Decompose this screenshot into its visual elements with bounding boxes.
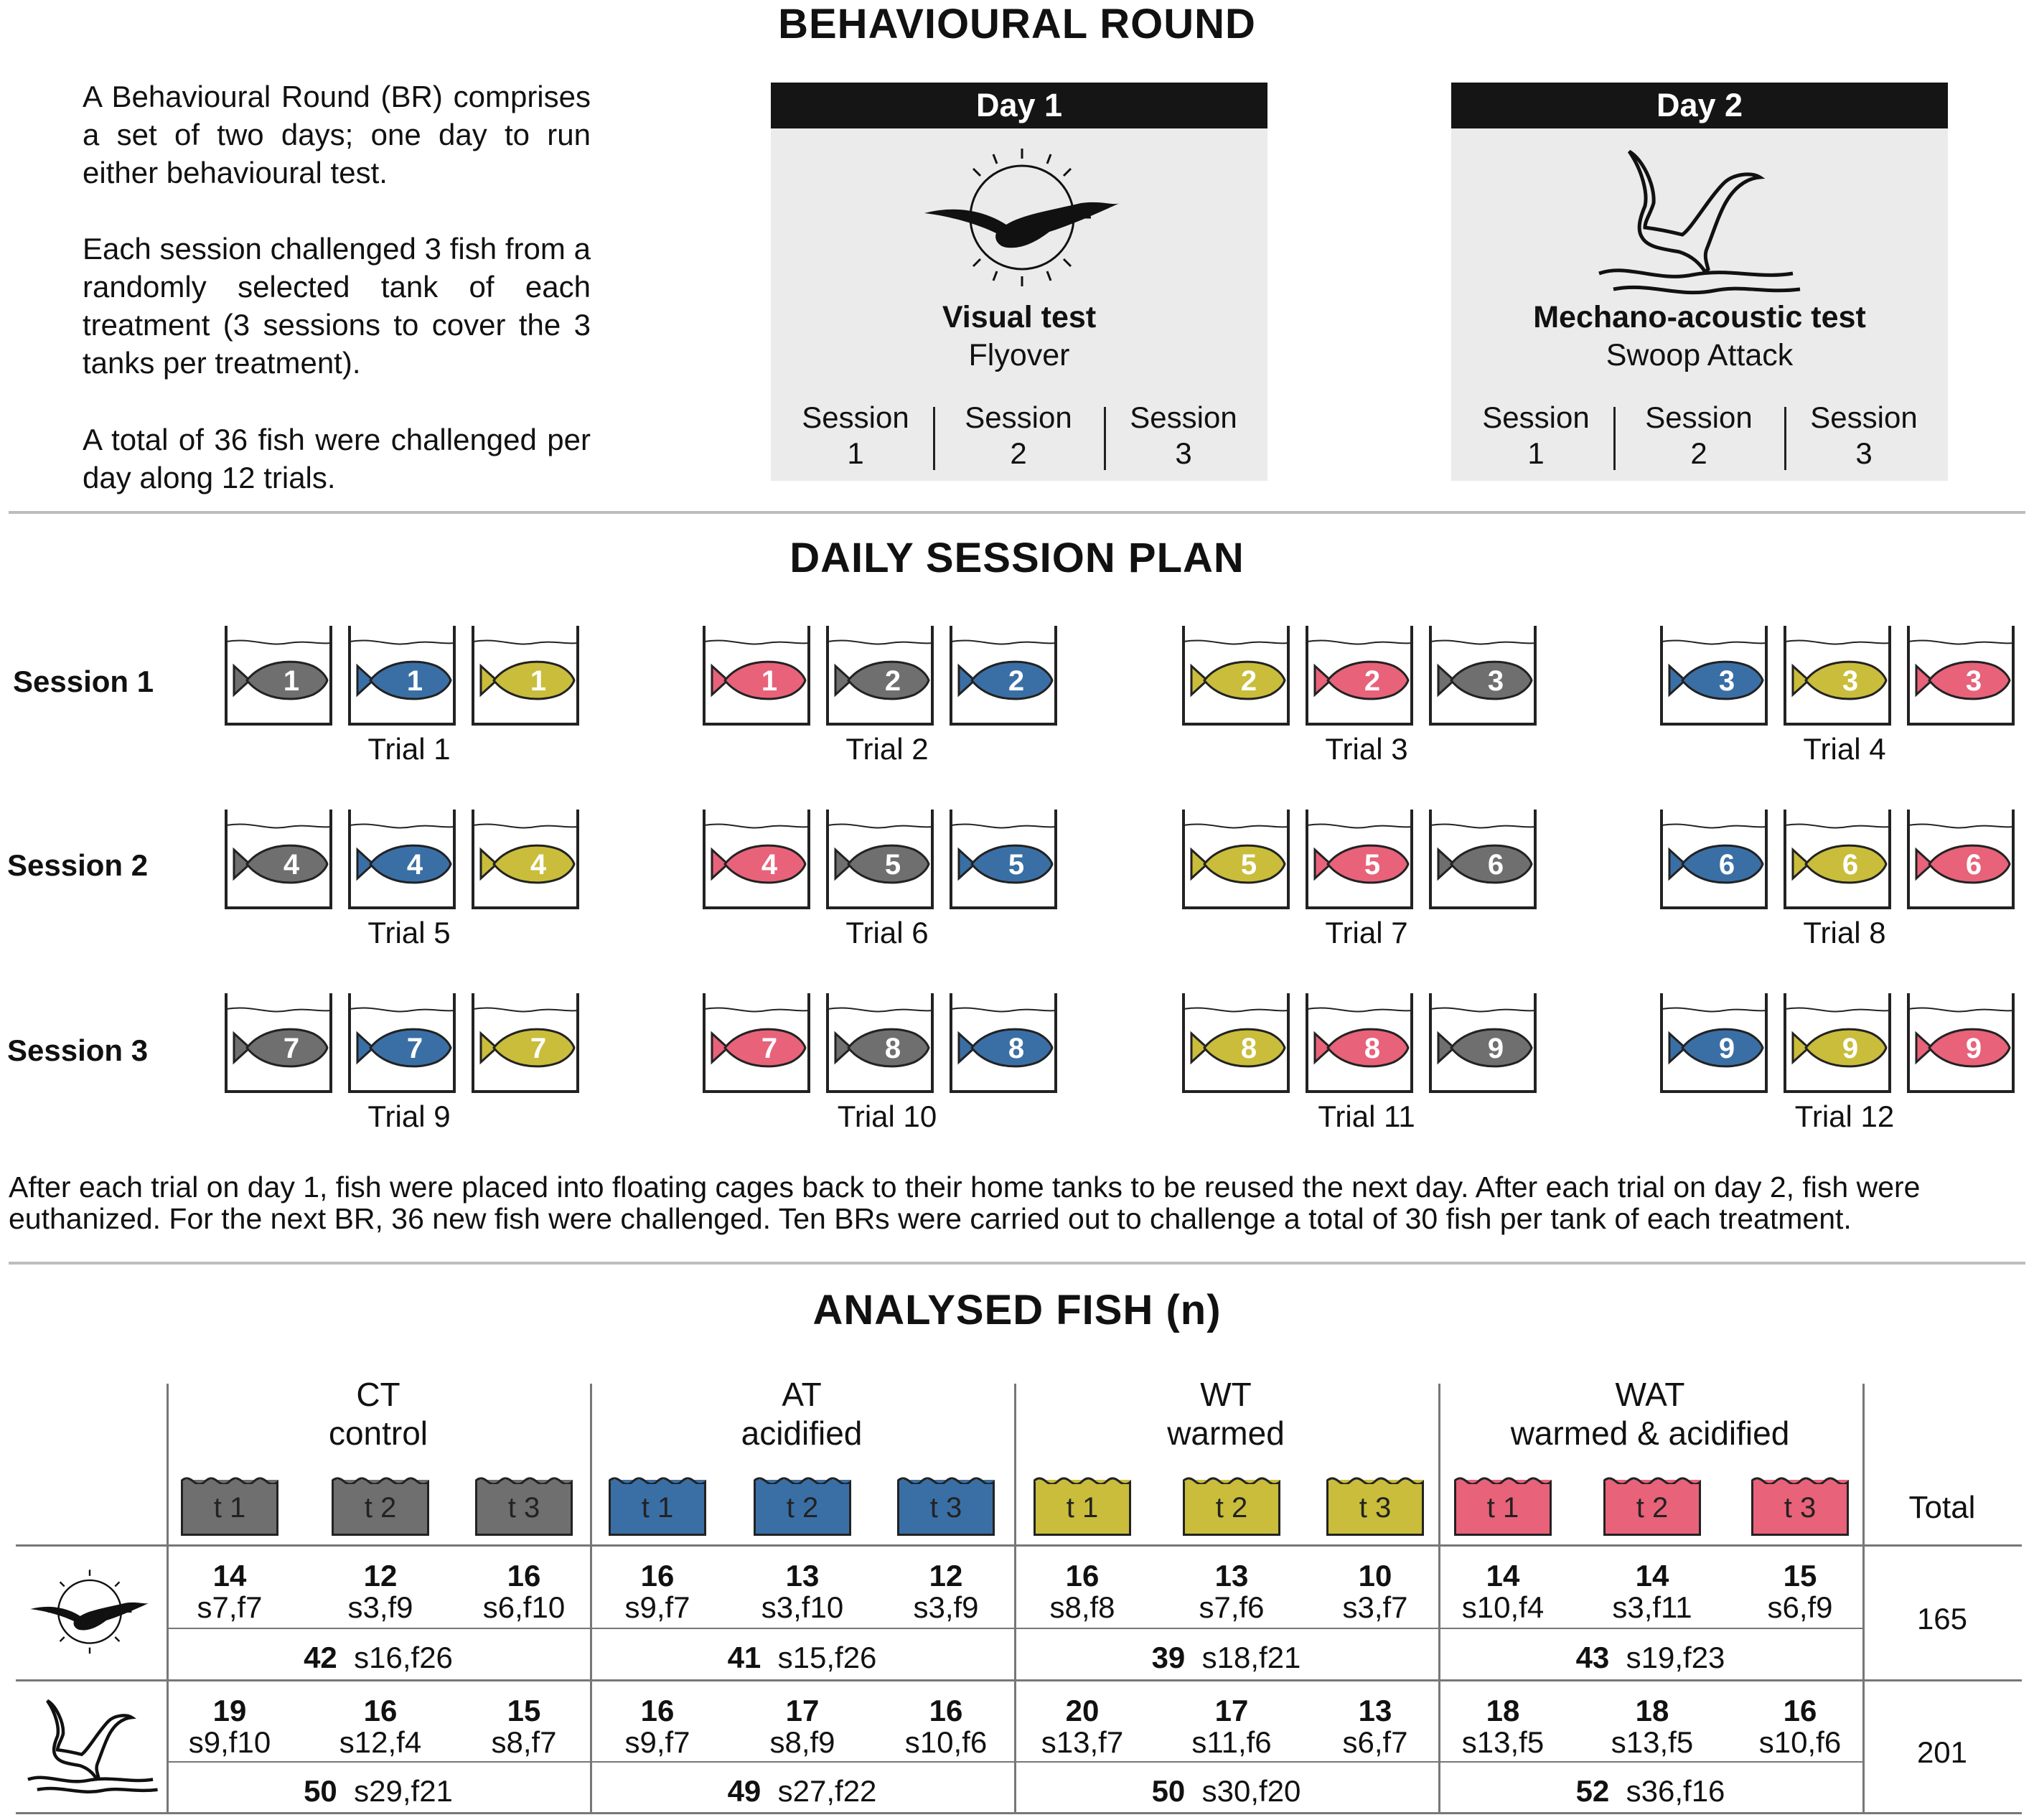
- tank-fish: [702, 810, 811, 910]
- cell-count: 16: [929, 1694, 963, 1727]
- cell-sf: s8,f8: [1049, 1590, 1115, 1624]
- trial-label: Trial 9: [367, 1099, 451, 1133]
- tank-fish: [1305, 993, 1414, 1094]
- tank-wave: [1034, 1476, 1131, 1484]
- divider: [1613, 407, 1616, 470]
- cell-sf: s3,f10: [761, 1590, 844, 1624]
- day-2-test-name: Mechano-acoustic test: [1533, 300, 1866, 334]
- group-sum: [1450, 1774, 1852, 1809]
- sum-sf: s29,f21: [354, 1774, 453, 1808]
- sum-count: 43: [1575, 1641, 1610, 1674]
- fish-number: 4: [530, 849, 547, 881]
- session-3-label: Session 3: [7, 1033, 149, 1067]
- day-2-panel: [1451, 83, 1948, 481]
- cell-sf: s8,f9: [769, 1725, 835, 1759]
- cell-sf: s6,f9: [1767, 1590, 1833, 1624]
- behavioural-round-title: BEHAVIOURAL ROUND: [778, 1, 1256, 47]
- cell-sf: s13,f5: [1611, 1725, 1694, 1759]
- cell-count: 20: [1065, 1694, 1100, 1727]
- tank-fish: [1305, 810, 1414, 910]
- sum-sf: s16,f26: [354, 1641, 453, 1674]
- tank-chip: t 1: [1454, 1480, 1552, 1536]
- tank-wave: [897, 1476, 995, 1484]
- tank-wave: [609, 1476, 706, 1484]
- sum-sf: s18,f21: [1201, 1641, 1301, 1674]
- sum-count: 50: [304, 1774, 337, 1808]
- tank-chip: t 2: [754, 1480, 851, 1536]
- cell-count: 12: [363, 1559, 398, 1592]
- fish-number: 5: [1008, 849, 1025, 881]
- tank-fish: [224, 626, 333, 726]
- fish-number: 9: [1718, 1033, 1735, 1064]
- fish-number: 3: [1487, 665, 1504, 697]
- cell-sf: s6,f10: [482, 1590, 566, 1624]
- cell-sf: s6,f7: [1342, 1725, 1408, 1759]
- flyover-bird-sun-icon: [22, 1565, 158, 1665]
- fish-number: 1: [283, 665, 300, 697]
- cell-sf: s13,f7: [1041, 1725, 1124, 1759]
- sum-sf: s27,f22: [777, 1774, 877, 1808]
- group-sum: [177, 1774, 579, 1809]
- group-code: CT: [356, 1376, 400, 1413]
- day-2-session-3: Session 3: [1810, 400, 1918, 470]
- fish-number: 1: [406, 665, 423, 697]
- fish-number: 4: [406, 849, 423, 881]
- cell-count: 16: [507, 1559, 541, 1592]
- section-divider: [9, 1262, 2025, 1265]
- tank-chip: t 3: [897, 1480, 995, 1536]
- cell-sf: s8,f7: [491, 1725, 557, 1759]
- sum-sf: s30,f20: [1201, 1774, 1301, 1808]
- tank-fish: [224, 993, 333, 1094]
- fish-number: 7: [761, 1033, 778, 1064]
- cell-sf: s7,f7: [197, 1590, 263, 1624]
- daily-session-plan-title: DAILY SESSION PLAN: [789, 535, 1245, 581]
- tank-fish: [1906, 810, 2015, 910]
- sum-count: 42: [304, 1641, 337, 1674]
- group-code: AT: [782, 1376, 822, 1413]
- cell-sf: s3,f11: [1612, 1590, 1692, 1624]
- fish-number: 3: [1965, 665, 1982, 697]
- group-name: acidified: [741, 1415, 863, 1452]
- tank-fish: [347, 626, 456, 726]
- day-2-header: Day 2: [1451, 83, 1948, 128]
- trial-label: Trial 12: [1794, 1099, 1895, 1133]
- cell-count: 12: [929, 1559, 963, 1592]
- cell-count: 18: [1486, 1694, 1520, 1727]
- tank-fish: [1428, 810, 1537, 910]
- cell-sf: s3,f9: [347, 1590, 413, 1624]
- group-name: warmed & acidified: [1510, 1415, 1790, 1452]
- day-1-test-name: Visual test: [942, 300, 1097, 334]
- cell-count: 16: [1065, 1559, 1100, 1592]
- cell-count: 16: [640, 1559, 675, 1592]
- tank-chip: t 2: [1183, 1480, 1280, 1536]
- fish-number: 7: [530, 1033, 547, 1064]
- trial-label: Trial 5: [367, 916, 451, 949]
- tank-chip: t 3: [1751, 1480, 1849, 1536]
- fish-number: 2: [1364, 665, 1381, 697]
- fish-number: 8: [1008, 1033, 1025, 1064]
- day-1-header: Day 1: [771, 83, 1267, 128]
- cell-sf: s10,f6: [904, 1725, 988, 1759]
- tank-fish: [1659, 810, 1768, 910]
- tank-fish: [1659, 626, 1768, 726]
- cell-count: 14: [212, 1559, 247, 1592]
- day-2-session-1: Session 1: [1482, 400, 1590, 470]
- trial-label: Trial 4: [1803, 732, 1886, 766]
- fish-number: 7: [283, 1033, 300, 1064]
- cell-count: 13: [1358, 1694, 1392, 1727]
- session-1-label: Session 1: [13, 665, 154, 698]
- cell-sf: s11,f6: [1191, 1725, 1272, 1759]
- tank-chip: t 1: [1034, 1480, 1131, 1536]
- trial-label: Trial 10: [837, 1099, 937, 1133]
- tank-fish: [471, 626, 580, 726]
- group-header-at: [590, 1375, 1013, 1453]
- fish-number: 6: [1718, 849, 1735, 881]
- tank-wave: [754, 1476, 851, 1484]
- tank-wave: [332, 1476, 429, 1484]
- session-plan-note: After each trial on day 1, fish were placed into floating cages back to their home tanks to be reused the next day. After each trial on day 2, fish were euthanized. For the next BR, 36 new fish were challenged. Ten BRs were carried out to challenge a total of 30 fish per tank of each treatment.: [9, 1171, 1921, 1235]
- cell-count: 15: [1783, 1559, 1817, 1592]
- cell-count: 19: [212, 1694, 247, 1727]
- fish-number: 4: [761, 849, 778, 881]
- table-hline: [167, 1761, 1862, 1763]
- day-1-session-3: Session 3: [1130, 400, 1237, 470]
- trial-label: Trial 6: [845, 916, 929, 949]
- divider: [933, 407, 935, 470]
- cell-sf: s9,f10: [188, 1725, 271, 1759]
- day-1-session-2: Session 2: [965, 400, 1072, 470]
- cell-count: 15: [507, 1694, 541, 1727]
- row-total: 201: [1916, 1735, 1968, 1769]
- group-header-wat: [1438, 1375, 1862, 1453]
- tank-chip: t 1: [181, 1480, 278, 1536]
- group-header-wt: [1014, 1375, 1438, 1453]
- group-name: control: [328, 1415, 428, 1452]
- tank-fish: [1783, 993, 1892, 1094]
- intro-paragraph-3: A total of 36 fish were challenged per day along 12 trials.: [83, 423, 591, 494]
- table-hline: [16, 1679, 2022, 1681]
- day-2-test-subtitle: Swoop Attack: [1606, 338, 1794, 372]
- group-sum: [177, 1641, 579, 1675]
- row-total: 165: [1916, 1602, 1968, 1636]
- fish-number: 8: [1364, 1033, 1381, 1064]
- fish-number: 5: [1364, 849, 1381, 881]
- tank-fish: [1428, 626, 1537, 726]
- cell-sf: s3,f7: [1342, 1590, 1408, 1624]
- cell-count: 13: [1214, 1559, 1249, 1592]
- tank-fish: [949, 993, 1058, 1094]
- fish-number: 6: [1965, 849, 1982, 881]
- tank-fish: [471, 810, 580, 910]
- fish-number: 9: [1965, 1033, 1982, 1064]
- group-sum: [1450, 1641, 1852, 1675]
- fish-number: 1: [530, 665, 547, 697]
- group-code: WAT: [1615, 1376, 1685, 1413]
- tank-fish: [825, 810, 934, 910]
- total-header: Total: [1908, 1490, 1976, 1525]
- cell-sf: s13,f5: [1461, 1725, 1545, 1759]
- group-sum: [1026, 1641, 1428, 1675]
- cell-count: 16: [640, 1694, 675, 1727]
- tank-fish: [1181, 626, 1290, 726]
- flyover-bird-sun-icon: [922, 140, 1123, 305]
- tank-chip: t 3: [475, 1480, 573, 1536]
- swooping-bird-water-icon: [1585, 141, 1807, 306]
- fish-number: 5: [1240, 849, 1257, 881]
- trial-label: Trial 7: [1325, 916, 1408, 949]
- cell-sf: s10,f6: [1758, 1725, 1842, 1759]
- fish-number: 7: [406, 1033, 423, 1064]
- intro-paragraph-2: Each session challenged 3 fish from a randomly selected tank of each treatment (3 sessions to cover the 3 tanks per treatment).: [83, 232, 591, 380]
- group-sum: [601, 1641, 1003, 1675]
- tank-fish: [1428, 993, 1537, 1094]
- sum-count: 49: [727, 1774, 761, 1808]
- group-code: WT: [1200, 1376, 1252, 1413]
- cell-sf: s7,f6: [1199, 1590, 1265, 1624]
- fish-number: 6: [1487, 849, 1504, 881]
- sum-sf: s19,f23: [1626, 1641, 1725, 1674]
- fish-number: 1: [761, 665, 778, 697]
- group-sum: [601, 1774, 1003, 1809]
- tank-fish: [702, 626, 811, 726]
- group-name: warmed: [1167, 1415, 1285, 1452]
- fish-number: 9: [1487, 1033, 1504, 1064]
- fish-number: 6: [1842, 849, 1859, 881]
- tank-fish: [949, 626, 1058, 726]
- tank-fish: [1906, 993, 2015, 1094]
- tank-fish: [825, 993, 934, 1094]
- cell-count: 17: [1214, 1694, 1249, 1727]
- trial-label: Trial 11: [1318, 1099, 1415, 1133]
- fish-number: 8: [1240, 1033, 1257, 1064]
- sum-count: 50: [1151, 1774, 1186, 1808]
- cell-sf: s10,f4: [1461, 1590, 1545, 1624]
- table-hline: [16, 1544, 2022, 1547]
- day-1-session-1: Session 1: [802, 400, 909, 470]
- fish-number: 4: [283, 849, 300, 881]
- tank-fish: [949, 810, 1058, 910]
- day-1-panel: [771, 83, 1267, 481]
- cell-count: 17: [785, 1694, 820, 1727]
- day-1-test-subtitle: Flyover: [968, 338, 1070, 372]
- sum-count: 52: [1575, 1774, 1610, 1808]
- cell-count: 18: [1635, 1694, 1669, 1727]
- group-sum: [1026, 1774, 1428, 1809]
- tank-wave: [181, 1476, 278, 1484]
- tank-fish: [347, 810, 456, 910]
- swooping-bird-water-icon: [19, 1694, 162, 1801]
- tank-chip: t 3: [1326, 1480, 1424, 1536]
- tank-wave: [1183, 1476, 1280, 1484]
- tank-fish: [1783, 626, 1892, 726]
- table-hline: [167, 1628, 1862, 1629]
- tank-fish: [347, 993, 456, 1094]
- sum-count: 41: [727, 1641, 761, 1674]
- cell-count: 14: [1486, 1559, 1520, 1592]
- section-divider: [9, 511, 2025, 514]
- tank-fish: [702, 993, 811, 1094]
- tank-wave: [1751, 1476, 1849, 1484]
- cell-sf: s12,f4: [339, 1725, 422, 1759]
- tank-fish: [1659, 993, 1768, 1094]
- fish-number: 3: [1718, 665, 1735, 697]
- session-2-label: Session 2: [7, 848, 149, 882]
- trial-label: Trial 3: [1325, 732, 1408, 766]
- tank-fish: [825, 626, 934, 726]
- cell-sf: s9,f7: [624, 1725, 690, 1759]
- sum-sf: s15,f26: [777, 1641, 877, 1674]
- fish-number: 3: [1842, 665, 1859, 697]
- intro-paragraph-1: A Behavioural Round (BR) comprises a set of two days; one day to run either behavioural test.: [83, 80, 591, 189]
- sum-sf: s36,f16: [1626, 1774, 1725, 1808]
- cell-sf: s3,f9: [913, 1590, 979, 1624]
- fish-number: 2: [884, 665, 901, 697]
- table-hline: [16, 1812, 2022, 1814]
- analysed-fish-title: ANALYSED FISH (n): [812, 1287, 1222, 1333]
- tank-fish: [1181, 810, 1290, 910]
- tank-wave: [1454, 1476, 1552, 1484]
- cell-count: 10: [1358, 1559, 1392, 1592]
- sum-count: 39: [1151, 1641, 1186, 1674]
- cell-sf: s9,f7: [624, 1590, 690, 1624]
- cell-count: 16: [363, 1694, 398, 1727]
- fish-number: 2: [1240, 665, 1257, 697]
- tank-wave: [475, 1476, 573, 1484]
- fish-number: 8: [884, 1033, 901, 1064]
- tank-fish: [1906, 626, 2015, 726]
- trial-label: Trial 8: [1803, 916, 1886, 949]
- fish-number: 9: [1842, 1033, 1859, 1064]
- day-2-session-2: Session 2: [1645, 400, 1753, 470]
- cell-count: 14: [1635, 1559, 1669, 1592]
- trial-label: Trial 1: [367, 732, 451, 766]
- tank-chip: t 2: [332, 1480, 429, 1536]
- tank-chip: t 2: [1603, 1480, 1701, 1536]
- fish-number: 5: [884, 849, 901, 881]
- group-header-ct: [167, 1375, 590, 1453]
- tank-fish: [1783, 810, 1892, 910]
- tank-wave: [1326, 1476, 1424, 1484]
- tank-fish: [224, 810, 333, 910]
- tank-fish: [1305, 626, 1414, 726]
- tank-wave: [1603, 1476, 1701, 1484]
- cell-count: 13: [785, 1559, 820, 1592]
- trial-label: Trial 2: [845, 732, 929, 766]
- tank-fish: [1181, 993, 1290, 1094]
- cell-count: 16: [1783, 1694, 1817, 1727]
- fish-number: 2: [1008, 665, 1025, 697]
- tank-chip: t 1: [609, 1480, 706, 1536]
- tank-fish: [471, 993, 580, 1094]
